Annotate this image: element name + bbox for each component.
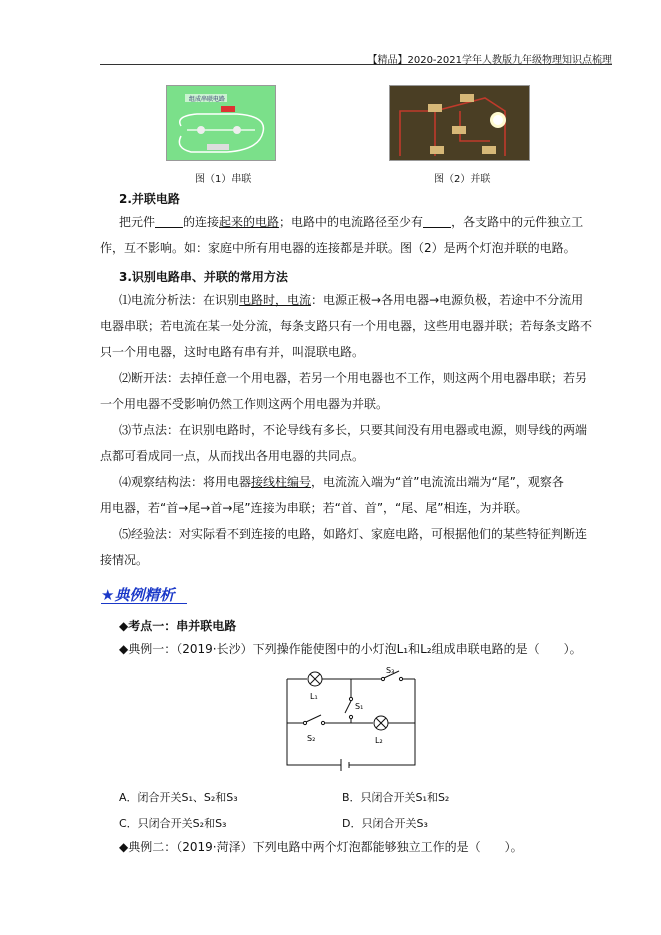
examples-title: ★典例精析	[101, 586, 175, 604]
text-run: ⑴电流分析法：在识别	[119, 293, 240, 307]
text-run: 把元件	[119, 215, 156, 229]
kaodian-heading: ◆考点一：串并联电路	[119, 619, 237, 633]
example-2-question: ◆典例二：（2019·菏泽）下列电路中两个灯泡都能够独立工作的是（ ）。	[119, 840, 523, 854]
figure-2-caption: 图（2）并联	[434, 174, 491, 185]
page-header: 【精品】2020-2021学年人教版九年级物理知识点梳理	[367, 55, 612, 66]
label-l2: L₂	[375, 736, 383, 745]
method-3-line-2: 点都可看成同一点，从而找出各用电器的共同点。	[100, 449, 365, 463]
label-l1: L₁	[310, 692, 318, 701]
section-3-heading: 3.识别电路串、并联的常用方法	[119, 270, 288, 284]
underlined-text: 接线柱编号	[251, 475, 312, 489]
section-2-para-line-1	[119, 209, 583, 235]
method-1-line-3: 只一个用电器，这时电路有串有并，叫混联电路。	[100, 345, 365, 359]
underlined-text: 起来的电路	[219, 215, 280, 229]
underlined-text: 电路时，电流	[239, 293, 312, 307]
text-run: ，各支路中的元件独立工	[451, 215, 584, 229]
method-1-line-1	[119, 287, 583, 313]
series-circuit-illustration	[167, 86, 275, 160]
fill-in-blank	[155, 214, 183, 228]
label-s2: S₂	[307, 734, 316, 743]
figure-parallel-photo	[389, 85, 530, 161]
method-5-line-1: ⑸经验法：对实际看不到连接的电路，如路灯、家庭电路，可根据他们的某些特征判断连	[119, 527, 588, 541]
option-d[interactable]: D．只闭合开关S₃	[342, 817, 428, 830]
method-4-line-2: 用电器，若“首→尾→首→尾”连接为串联；若“首、首”，“尾、尾”相连，为并联。	[100, 501, 528, 515]
method-3-line-1: ⑶节点法：在识别电路时，不论导线有多长，只要其间没有用电器或电源，则导线的两端	[119, 423, 588, 437]
label-s3: S₃	[386, 666, 395, 675]
parallel-circuit-illustration	[390, 86, 529, 160]
method-4-line-1	[119, 469, 564, 495]
circuit-diagram	[283, 665, 423, 775]
label-s1: S₁	[355, 702, 364, 711]
figure-1-label: 组成串联电路	[189, 96, 226, 103]
text-run: ，电流流入端为“首”电流流出端为“尾”，观察各	[311, 475, 564, 489]
example-1-question: ◆典例一：（2019·长沙）下列操作能使图中的小灯泡L₁和L₂组成串联电路的是（ ）。	[119, 642, 582, 656]
text-run: ：电源正极→各用电器→电源负极，若途中不分流用	[311, 293, 584, 307]
option-a[interactable]: A．闭合开关S₁、S₂和S₃	[119, 791, 238, 804]
method-1-line-2: 电器串联；若电流在某一处分流，每条支路只有一个用电器，这些用电器并联；若每条支路不	[100, 319, 593, 333]
figure-series-photo	[166, 85, 276, 161]
section-2-para-line-2: 作，互不影响。如：家庭中所有用电器的连接都是并联。图（2）是两个灯泡并联的电路。	[100, 241, 576, 255]
method-5-line-2: 接情况。	[100, 553, 149, 567]
option-b[interactable]: B．只闭合开关S₁和S₂	[342, 791, 450, 804]
fill-in-blank	[423, 214, 451, 228]
method-2-line-2: 一个用电器不受影响仍然工作则这两个用电器为并联。	[100, 397, 389, 411]
header-divider	[100, 64, 612, 65]
text-run: ⑷观察结构法：将用电器	[119, 475, 252, 489]
text-run: ；电路中的电流路径至少有	[279, 215, 424, 229]
section-2-heading: 2.并联电路	[119, 192, 180, 206]
option-c[interactable]: C．只闭合开关S₂和S₃	[119, 817, 227, 830]
figure-1-caption: 图（1）串联	[195, 174, 252, 185]
method-2-line-1: ⑵断开法：去掉任意一个用电器，若另一个用电器也不工作，则这两个用电器串联；若另	[119, 371, 588, 385]
text-run: 的连接	[183, 215, 220, 229]
examples-underline	[101, 603, 187, 604]
